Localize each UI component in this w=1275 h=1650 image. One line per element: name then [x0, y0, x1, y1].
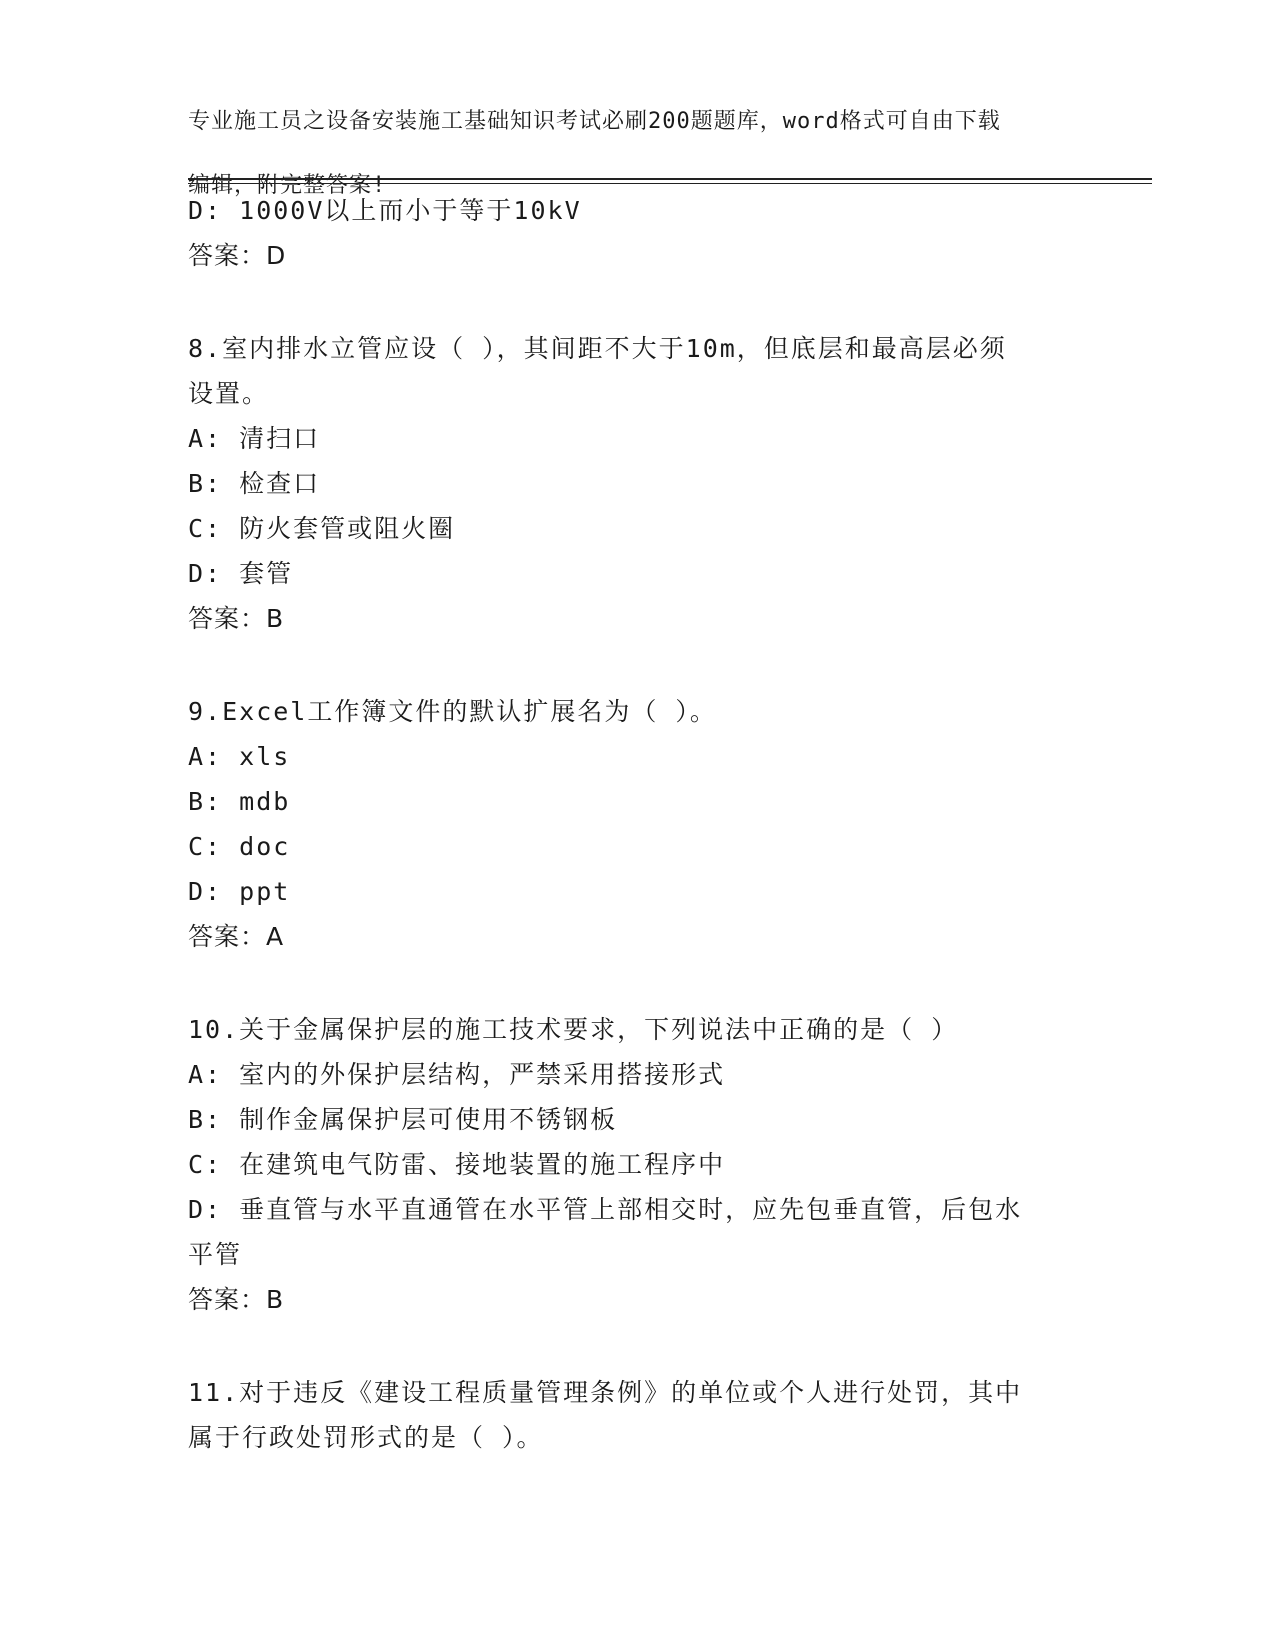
question-line: 10.关于金属保护层的施工技术要求，下列说法中正确的是（ ） — [188, 1015, 959, 1044]
question-line: B: 制作金属保护层可使用不锈钢板 — [188, 1105, 618, 1134]
question-line: D: 垂直管与水平直通管在水平管上部相交时，应先包垂直管，后包水 — [188, 1195, 1023, 1224]
question-list — [188, 188, 1088, 1460]
question-line: B: mdb — [188, 787, 291, 816]
question-block — [188, 1007, 1088, 1322]
answer-line: 答案：D — [188, 241, 287, 270]
question-block — [188, 1370, 1088, 1460]
answer-line: 答案：B — [188, 1285, 285, 1314]
question-line: C: doc — [188, 832, 291, 861]
question-line: 9.Excel工作簿文件的默认扩展名为（ ）。 — [188, 697, 717, 726]
block-spacer — [188, 1322, 1088, 1370]
question-line: D: ppt — [188, 877, 291, 906]
question-line: D: 套管 — [188, 559, 294, 588]
question-line: A: 清扫口 — [188, 424, 321, 453]
header-rule-thick — [188, 178, 1152, 180]
question-line: 8.室内排水立管应设（ ），其间距不大于10m，但底层和最高层必须 — [188, 334, 1007, 363]
question-line: C: 在建筑电气防雷、接地装置的施工程序中 — [188, 1150, 726, 1179]
header-rule-thin — [188, 183, 1152, 184]
block-spacer — [188, 278, 1088, 326]
question-line: B: 检查口 — [188, 469, 321, 498]
header-line-2: 编辑，附完整答案! — [188, 173, 387, 198]
question-line: A: xls — [188, 742, 291, 771]
question-line: C: 防火套管或阻火圈 — [188, 514, 456, 543]
question-line: D: 1000V以上而小于等于10kV — [188, 196, 582, 225]
question-line: A: 室内的外保护层结构，严禁采用搭接形式 — [188, 1060, 726, 1089]
block-spacer — [188, 641, 1088, 689]
question-line: 属于行政处罚形式的是（ ）。 — [188, 1423, 544, 1452]
answer-line: 答案：A — [188, 922, 285, 951]
block-spacer — [188, 959, 1088, 1007]
question-line: 11.对于违反《建设工程质量管理条例》的单位或个人进行处罚，其中 — [188, 1378, 1023, 1407]
answer-line: 答案：B — [188, 604, 285, 633]
question-block — [188, 188, 1088, 278]
question-line: 设置。 — [188, 379, 270, 408]
question-block — [188, 689, 1088, 959]
header-line-1: 专业施工员之设备安装施工基础知识考试必刷200题题库，word格式可自由下载 — [188, 109, 1001, 134]
question-block — [188, 326, 1088, 641]
question-line: 平管 — [188, 1240, 243, 1269]
